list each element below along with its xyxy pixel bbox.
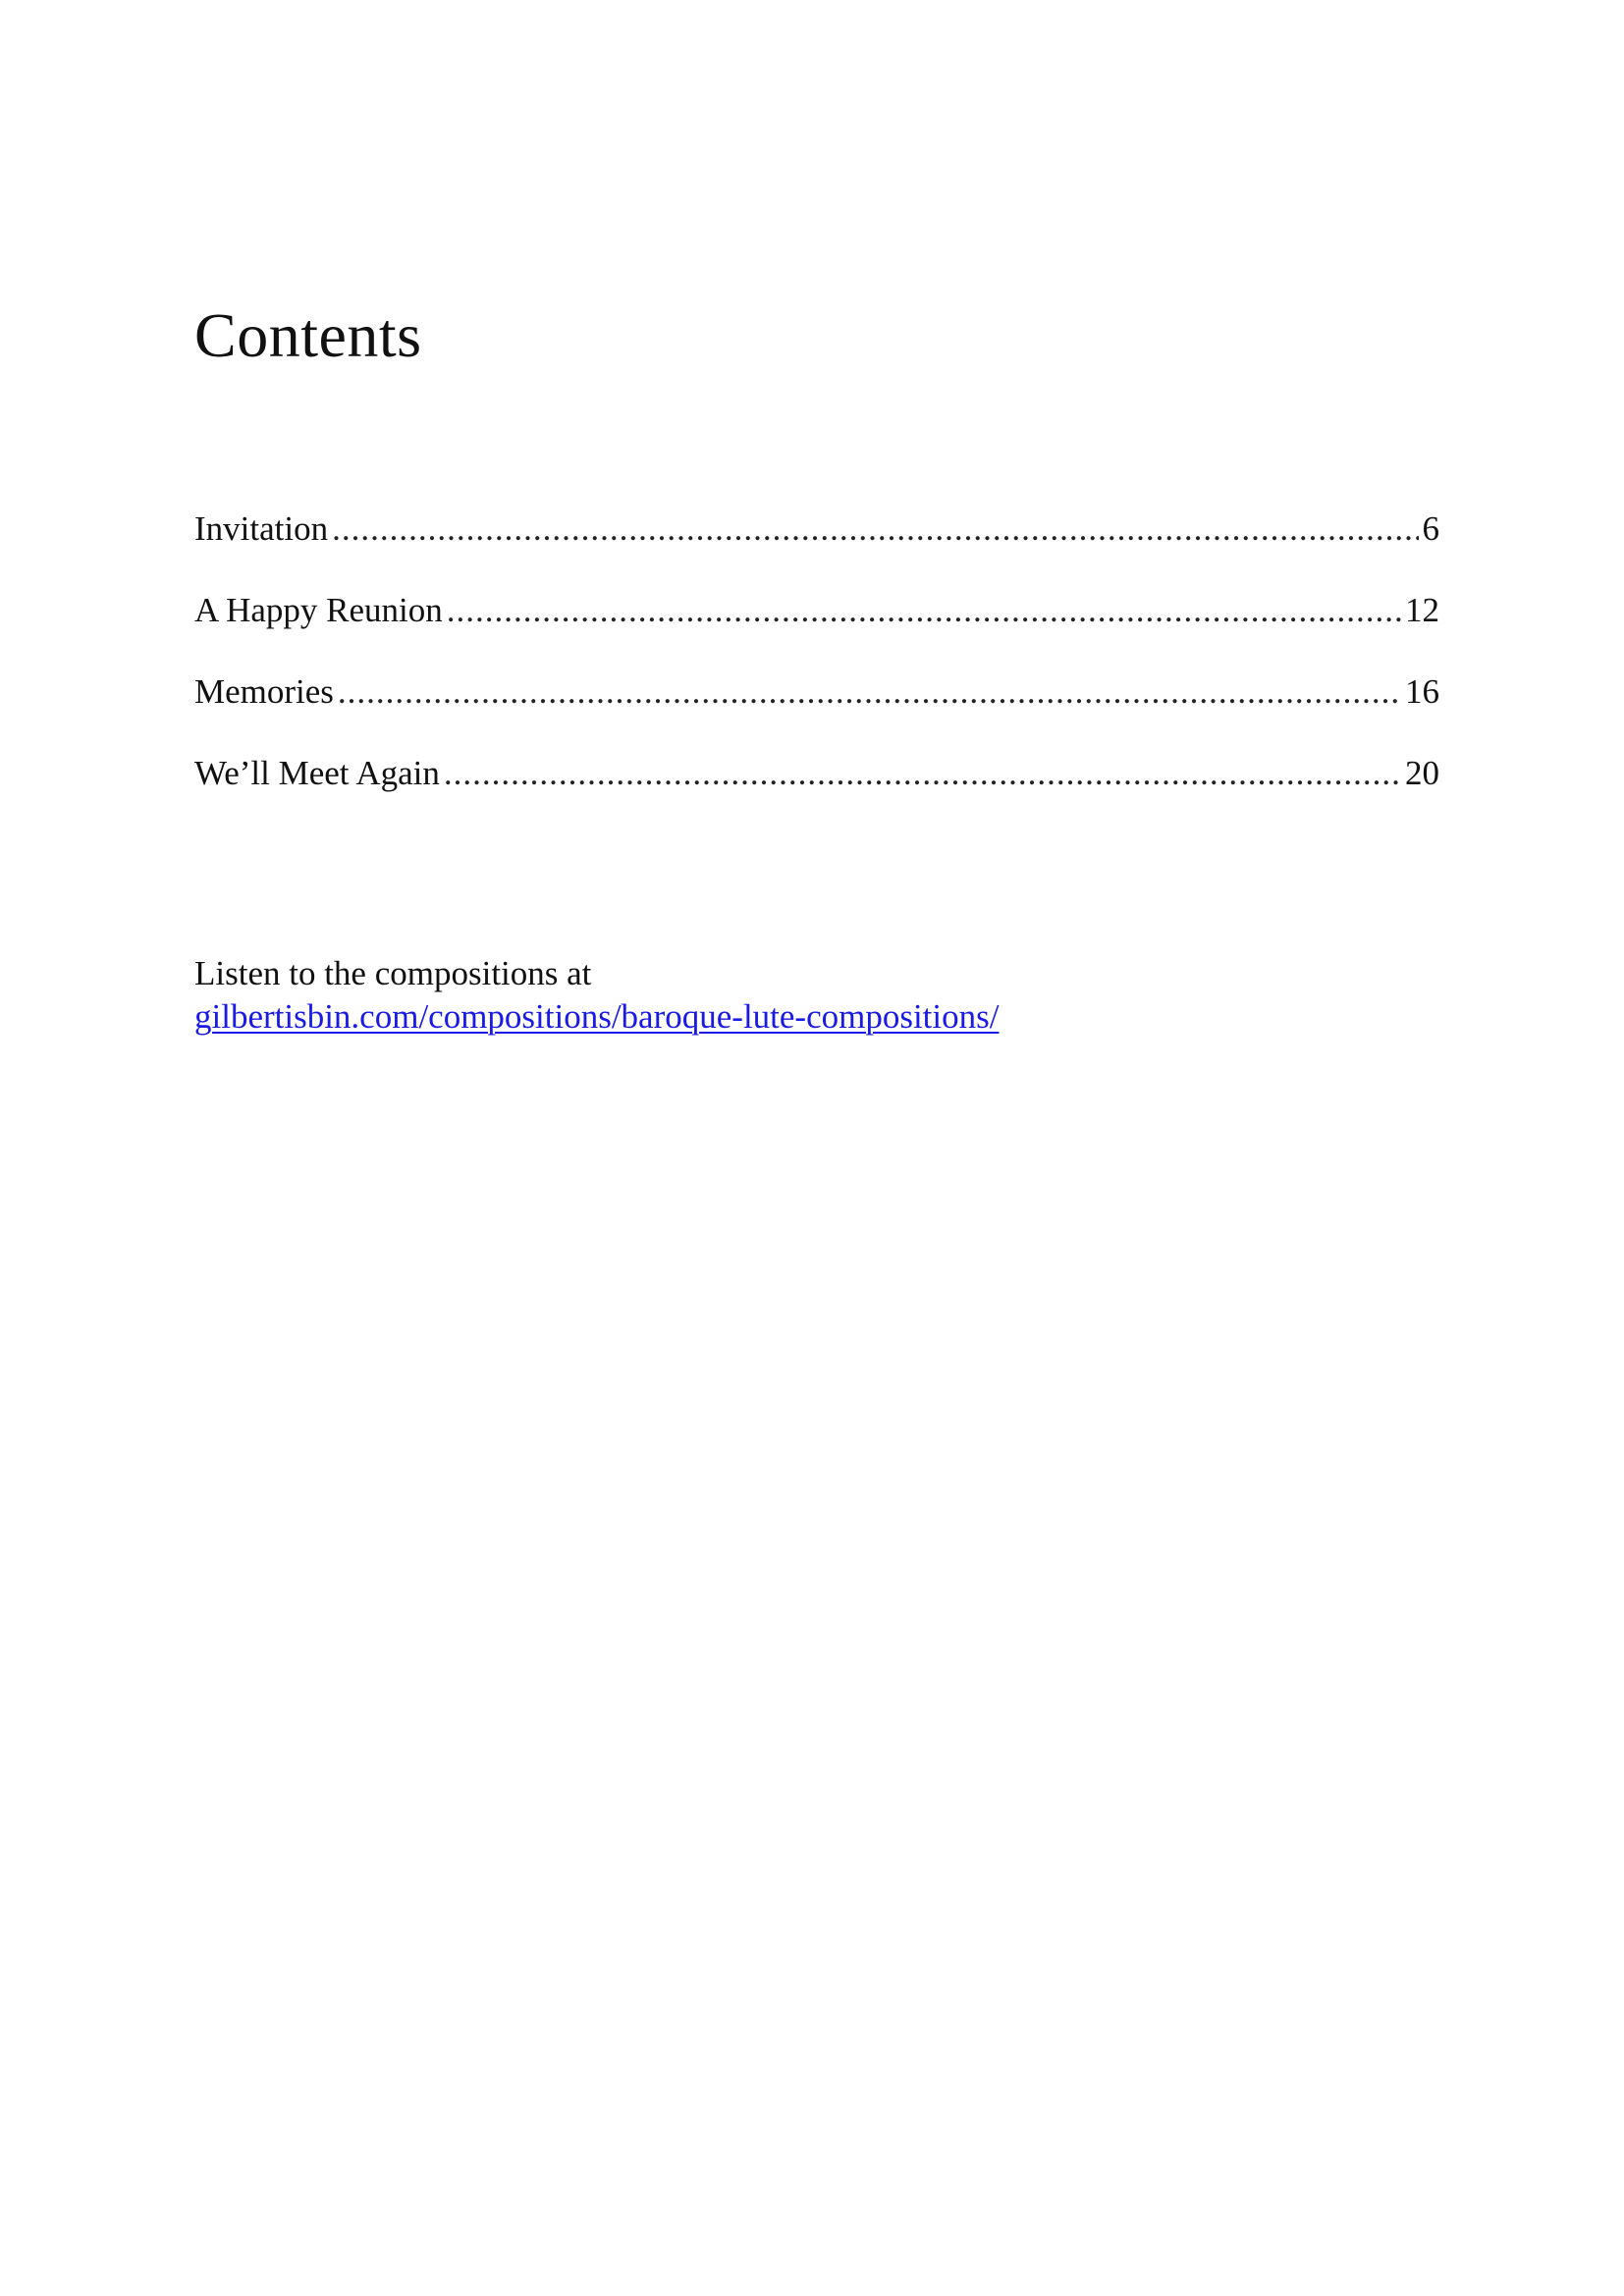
toc-entry-memories[interactable] — [194, 667, 1439, 749]
toc-entry-well-meet-again[interactable] — [194, 749, 1439, 830]
toc-page-number: 20 — [1405, 754, 1439, 792]
toc-dot-leader — [338, 667, 1401, 717]
listen-text: Listen to the compositions at — [194, 954, 592, 992]
toc-entry-title: Invitation — [194, 509, 329, 548]
page-title: Contents — [194, 300, 422, 370]
toc-page-number: 6 — [1422, 509, 1439, 548]
toc-entry-title: A Happy Reunion — [194, 591, 443, 629]
table-of-contents — [194, 505, 1439, 830]
toc-page-number: 16 — [1405, 672, 1439, 711]
toc-entry-invitation[interactable] — [194, 505, 1439, 586]
toc-entry-a-happy-reunion[interactable] — [194, 586, 1439, 667]
toc-dot-leader — [447, 586, 1401, 635]
compositions-link[interactable]: gilbertisbin.com/compositions/baroque-lute-compositions/ — [194, 997, 1000, 1036]
toc-dot-leader — [444, 749, 1401, 798]
toc-dot-leader — [332, 505, 1418, 554]
listen-note — [194, 952, 1373, 1039]
toc-entry-title: Memories — [194, 672, 334, 711]
toc-entry-title: We’ll Meet Again — [194, 754, 440, 792]
toc-page-number: 12 — [1405, 591, 1439, 629]
